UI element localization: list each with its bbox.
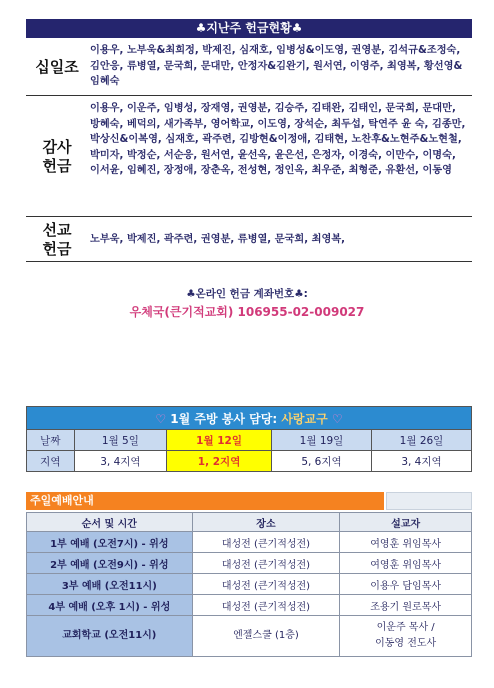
thanks-offering-row — [26, 97, 472, 217]
kitchen-duty-title — [27, 407, 472, 430]
worship-title: 주일예배안내 — [26, 492, 384, 510]
kitchen-area: 3, 4지역 — [74, 451, 166, 472]
col-header-preacher: 설교자 — [340, 513, 472, 532]
kitchen-area: 3, 4지역 — [371, 451, 471, 472]
service-preacher: 여영훈 위임목사 — [340, 532, 472, 553]
online-account-label: ♣온라인 헌금 계좌번호♣: — [186, 288, 308, 300]
heart-icon: ♡ — [155, 411, 167, 426]
service-time: 2부 예배 (오전9시) - 위성 — [27, 553, 193, 574]
service-preacher: 여영훈 위임목사 — [340, 553, 472, 574]
offering-title: ♣지난주 헌금현황♣ — [26, 19, 472, 38]
thanks-offering-label: 감사 헌금 — [42, 137, 72, 175]
kitchen-date-current: 1월 12일 — [167, 430, 272, 451]
service-preacher — [340, 616, 472, 657]
kitchen-date: 1월 26일 — [371, 430, 471, 451]
service-place: 대성전 (큰기적성전) — [192, 574, 340, 595]
table-row — [27, 532, 472, 553]
service-time: 1부 예배 (오전7시) - 위성 — [27, 532, 193, 553]
service-place: 대성전 (큰기적성전) — [192, 595, 340, 616]
mission-offering-label: 선교 헌금 — [42, 220, 72, 258]
service-preacher: 조용기 원로목사 — [340, 595, 472, 616]
kitchen-date-label: 날짜 — [27, 430, 75, 451]
kitchen-date: 1월 19일 — [272, 430, 372, 451]
table-row — [27, 553, 472, 574]
table-row — [27, 595, 472, 616]
thanks-offering-names: 이용우, 이운주, 임병성, 장재영, 권영분, 김승주, 김태완, 김태인, 문국희, 문대만, 방혜숙, 베덕의, 새가족부, 영어학교, 이도영, 장석순, 최두섭, 탁연주 윤 숙, 김종만, 박상신&이복영, 심재호, 곽주련, 김방현&이정애, 김태현, 노찬후&노현주&노현철, 박미자, 박정순, 서순응, 원서연, 윤선옥, 윤은선, 은정자, 이경숙, 이만수, 이명숙, 이서윤, 임혜진, 장정애, 장춘옥, 전성현, 정인옥, 최우준, 최형준, 유환선, 이동영 — [90, 103, 466, 176]
kitchen-date: 1월 5일 — [74, 430, 166, 451]
service-time: 교회학교 (오전11시) — [27, 616, 193, 657]
tithe-row — [26, 40, 472, 96]
kitchen-area-current: 1, 2지역 — [167, 451, 272, 472]
service-place: 대성전 (큰기적성전) — [192, 553, 340, 574]
kitchen-duty-group: 사랑교구 — [281, 411, 328, 426]
bank-account-number: 우체국(큰기적교회) 106955-02-009027 — [129, 305, 365, 319]
mission-offering-row — [26, 218, 472, 262]
service-place: 대성전 (큰기적성전) — [192, 532, 340, 553]
mission-offering-names: 노부욱, 박제진, 곽주련, 권영분, 류병열, 문국희, 최영복, — [90, 233, 346, 245]
tithe-names: 이용우, 노부욱&최희정, 박제진, 심재호, 임병성&이도영, 권영분, 김석규&조정숙, 김안응, 류병열, 문국희, 문대만, 안정자&김완기, 원서연, 이영주, 최영복, 황선영&임혜숙 — [90, 45, 463, 87]
col-header-place: 장소 — [192, 513, 340, 532]
tithe-label: 십일조 — [35, 58, 79, 76]
kitchen-area: 5, 6지역 — [272, 451, 372, 472]
table-row — [27, 616, 472, 657]
worship-title-spacer — [386, 492, 472, 510]
preacher-line: 이동영 전도사 — [375, 638, 437, 649]
service-time: 3부 예배 (오전11시) — [27, 574, 193, 595]
col-header-time: 순서 및 시간 — [27, 513, 193, 532]
worship-schedule-table — [26, 512, 472, 657]
heart-icon: ♡ — [331, 411, 343, 426]
kitchen-duty-table — [26, 406, 472, 472]
service-preacher: 이용우 담임목사 — [340, 574, 472, 595]
kitchen-duty-title-text: 1월 주방 봉사 담당: — [170, 411, 282, 426]
preacher-line: 이운주 목사 / — [376, 622, 435, 633]
kitchen-area-label: 지역 — [27, 451, 75, 472]
service-place: 엔젤스쿨 (1층) — [192, 616, 340, 657]
service-time: 4부 예배 (오후 1시) - 위성 — [27, 595, 193, 616]
table-row — [27, 574, 472, 595]
